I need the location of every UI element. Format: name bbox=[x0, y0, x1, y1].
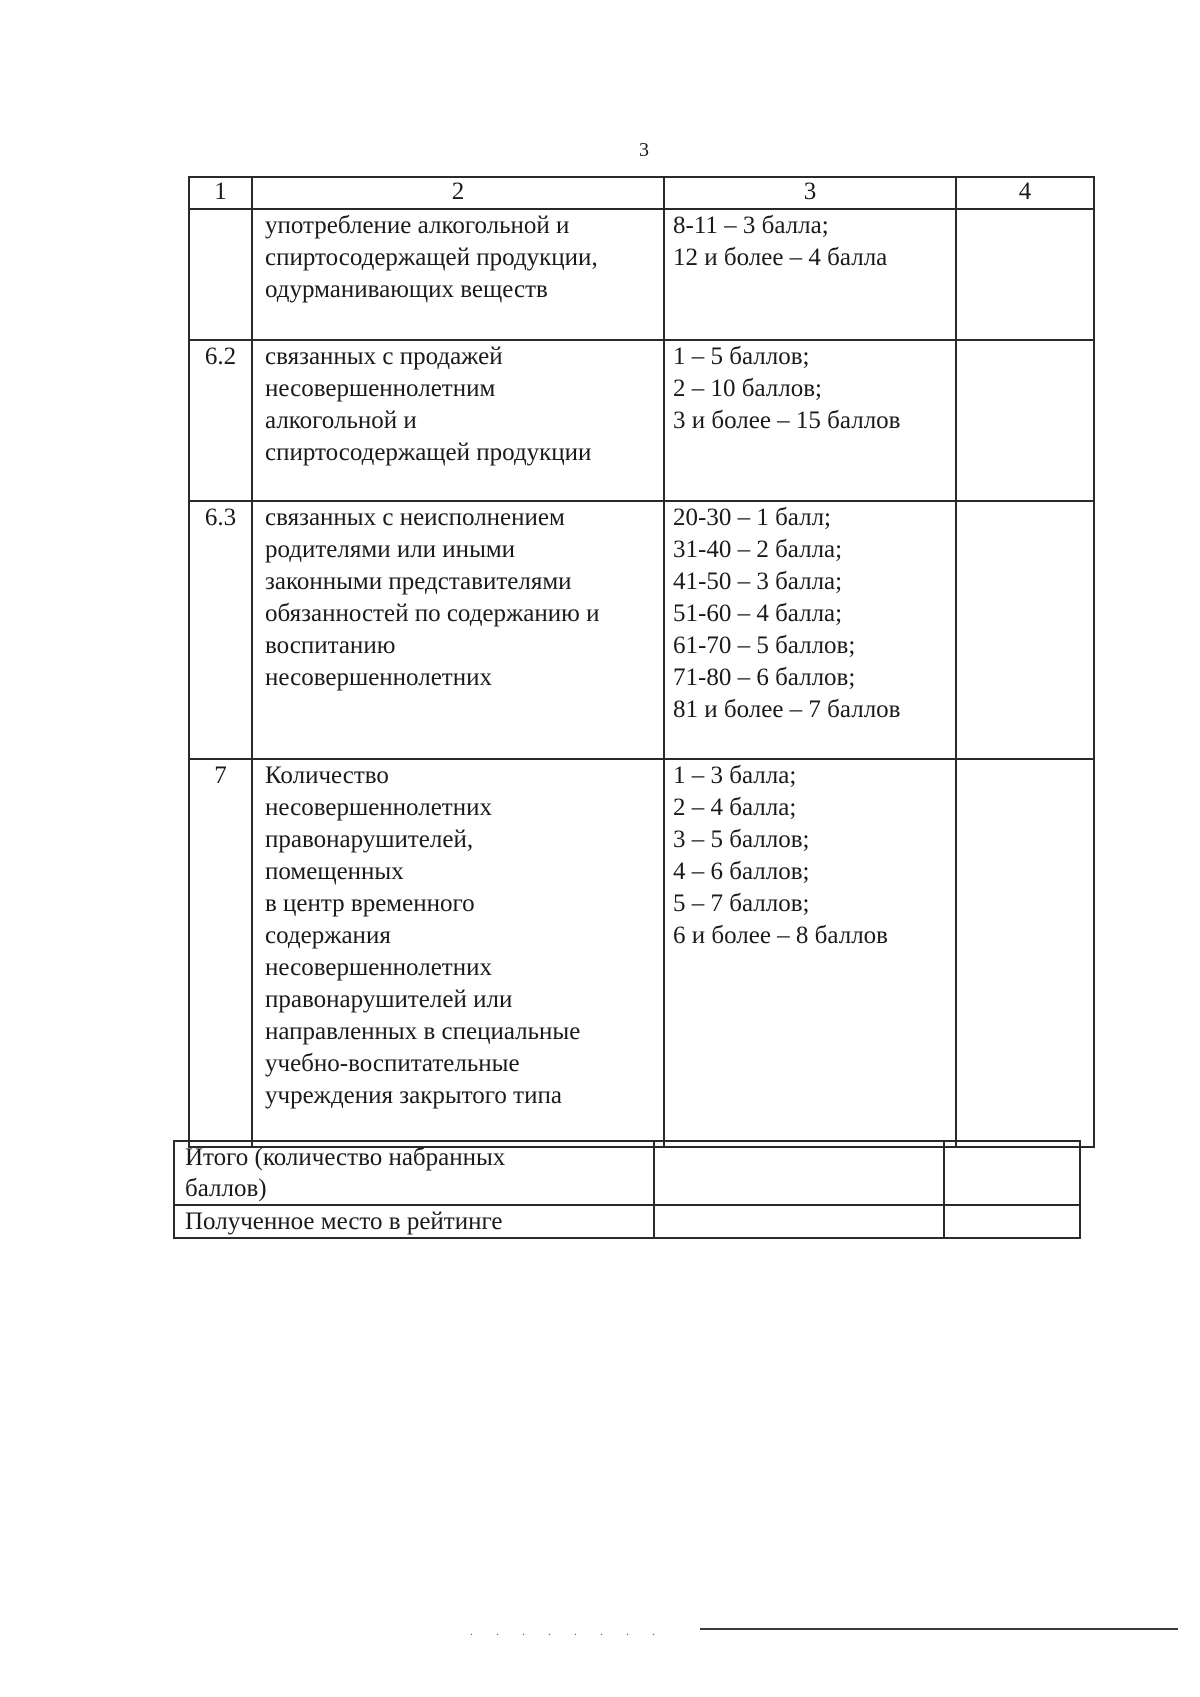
criterion-line: связанных с продажей bbox=[265, 343, 503, 370]
scores-cell bbox=[664, 501, 956, 759]
score-line: 1 – 5 баллов; bbox=[673, 343, 810, 370]
table-row bbox=[189, 340, 1094, 501]
criterion-line: спиртосодержащей продукции, bbox=[265, 244, 598, 271]
total-label-line: баллов) bbox=[185, 1175, 267, 1202]
row-number: 6.2 bbox=[189, 340, 252, 501]
score-line: 2 – 4 балла; bbox=[673, 794, 797, 821]
score-line: 12 и более – 4 балла bbox=[673, 244, 888, 271]
criterion-line: помещенных bbox=[265, 858, 404, 885]
points-cell bbox=[956, 340, 1094, 501]
criterion-line: законными представителями bbox=[265, 568, 572, 595]
table-row bbox=[189, 501, 1094, 759]
score-line: 71-80 – 6 баллов; bbox=[673, 664, 856, 691]
score-line: 5 – 7 баллов; bbox=[673, 890, 810, 917]
score-line: 31-40 – 2 балла; bbox=[673, 536, 843, 563]
criterion-line: правонарушителей, bbox=[265, 826, 474, 853]
score-line: 20-30 – 1 балл; bbox=[673, 504, 832, 531]
score-line: 1 – 3 балла; bbox=[673, 762, 797, 789]
criterion-line: правонарушителей или bbox=[265, 986, 513, 1013]
criterion-line: учебно-воспитательные bbox=[265, 1050, 520, 1077]
criterion-cell bbox=[252, 209, 664, 340]
criterion-line: несовершеннолетних bbox=[265, 794, 492, 821]
criterion-line: употребление алкогольной и bbox=[265, 212, 570, 239]
criterion-line: связанных с неисполнением bbox=[265, 504, 565, 531]
scores-cell bbox=[664, 209, 956, 340]
criterion-line: учреждения закрытого типа bbox=[265, 1082, 562, 1109]
score-line: 81 и более – 7 баллов bbox=[673, 696, 901, 723]
criterion-line: алкогольной и bbox=[265, 407, 417, 434]
header-col-1: 1 bbox=[189, 177, 252, 209]
score-line: 41-50 – 3 балла; bbox=[673, 568, 843, 595]
points-cell bbox=[956, 209, 1094, 340]
scores-cell bbox=[664, 340, 956, 501]
criterion-line: Количество bbox=[265, 762, 389, 789]
points-cell bbox=[956, 501, 1094, 759]
score-line: 51-60 – 4 балла; bbox=[673, 600, 843, 627]
score-line: 4 – 6 баллов; bbox=[673, 858, 810, 885]
criterion-line: воспитанию bbox=[265, 632, 396, 659]
table-row bbox=[189, 209, 1094, 340]
criterion-cell bbox=[252, 759, 664, 1147]
page-number: 3 bbox=[639, 139, 649, 161]
score-line: 8-11 – 3 балла; bbox=[673, 212, 829, 239]
footer-rule bbox=[700, 1628, 1178, 1630]
score-line: 3 и более – 15 баллов bbox=[673, 407, 901, 434]
score-line: 6 и более – 8 баллов bbox=[673, 922, 888, 949]
header-col-4: 4 bbox=[956, 177, 1094, 209]
rank-label: Полученное место в рейтинге bbox=[174, 1205, 654, 1238]
criterion-line: несовершеннолетних bbox=[265, 664, 492, 691]
criterion-line: несовершеннолетних bbox=[265, 954, 492, 981]
criterion-line: обязанностей по содержанию и bbox=[265, 600, 600, 627]
total-label-line: Итого (количество набранных bbox=[185, 1144, 506, 1171]
criterion-cell bbox=[252, 340, 664, 501]
table-header-row bbox=[189, 177, 1094, 209]
score-line: 61-70 – 5 баллов; bbox=[673, 632, 856, 659]
scores-cell bbox=[664, 759, 956, 1147]
row-number: 6.3 bbox=[189, 501, 252, 759]
score-line: 3 – 5 баллов; bbox=[673, 826, 810, 853]
score-line: 2 – 10 баллов; bbox=[673, 375, 822, 402]
total-label bbox=[174, 1141, 654, 1205]
criterion-line: родителями или иными bbox=[265, 536, 516, 563]
criterion-cell bbox=[252, 501, 664, 759]
criterion-line: в центр временного bbox=[265, 890, 475, 917]
rank-value-cell bbox=[654, 1205, 944, 1238]
total-row bbox=[174, 1141, 1080, 1205]
criterion-line: одурманивающих веществ bbox=[265, 276, 548, 303]
header-col-2: 2 bbox=[252, 177, 664, 209]
rank-row bbox=[174, 1205, 1080, 1238]
totals-table bbox=[173, 1140, 1081, 1239]
criteria-table bbox=[188, 176, 1095, 1148]
row-number bbox=[189, 209, 252, 340]
criterion-line: спиртосодержащей продукции bbox=[265, 439, 592, 466]
total-value-cell bbox=[654, 1141, 944, 1205]
points-cell bbox=[956, 759, 1094, 1147]
row-number: 7 bbox=[189, 759, 252, 1147]
criterion-line: несовершеннолетним bbox=[265, 375, 496, 402]
criterion-line: направленных в специальные bbox=[265, 1018, 581, 1045]
table-row bbox=[189, 759, 1094, 1147]
criterion-line: содержания bbox=[265, 922, 391, 949]
header-col-3: 3 bbox=[664, 177, 956, 209]
rank-extra-cell bbox=[944, 1205, 1080, 1238]
total-extra-cell bbox=[944, 1141, 1080, 1205]
scan-artifact-dots: . . . . . . . . bbox=[470, 1624, 665, 1638]
